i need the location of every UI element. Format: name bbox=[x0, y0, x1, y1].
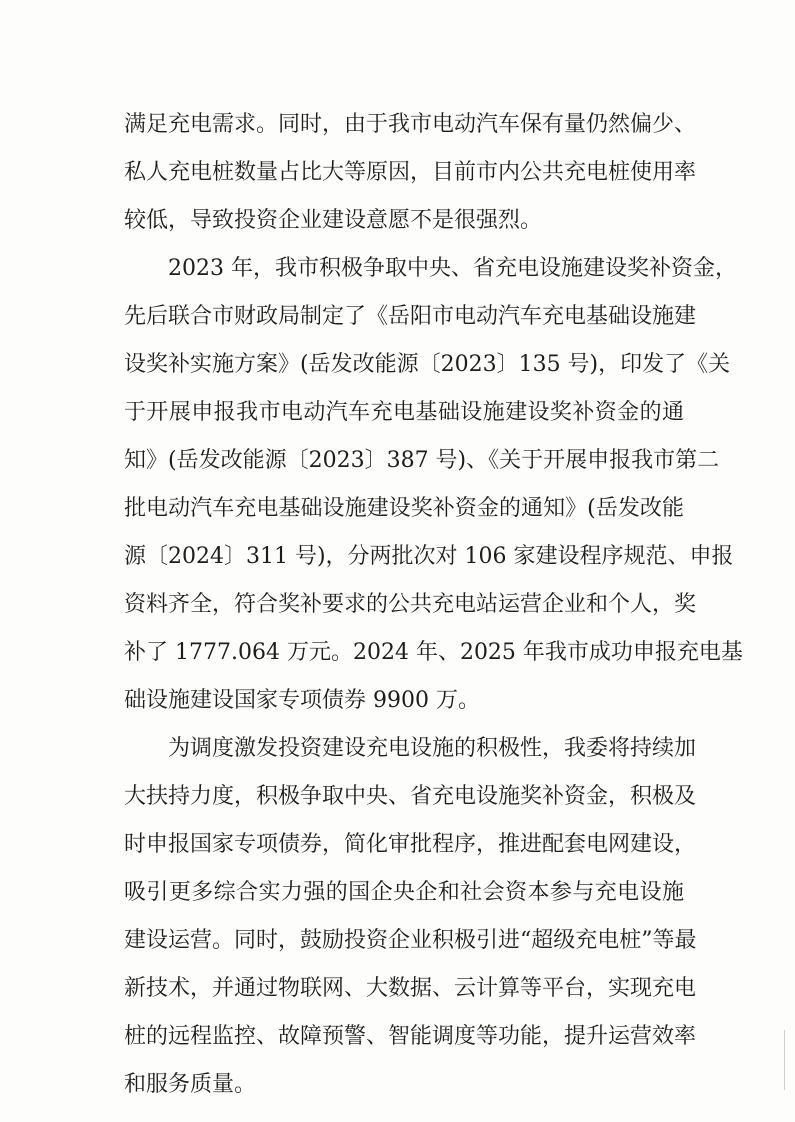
paragraph-3-line-3: 时申报国家专项债券，简化审批程序，推进配套电网建设， bbox=[124, 832, 697, 857]
paragraph-2-line-10: 础设施建设国家专项债券 9900 万。 bbox=[124, 688, 480, 713]
paragraph-2-line-7: 源〔2024〕311 号)，分两批次对 106 家建设程序规范、申报 bbox=[124, 544, 734, 569]
paragraph-3-line-5: 建设运营。同时，鼓励投资企业积极引进“超级充电桩”等最 bbox=[124, 928, 697, 953]
paragraph-2-line-2: 先后联合市财政局制定了《岳阳市电动汽车充电基础设施建 bbox=[124, 304, 697, 329]
paragraph-3-line-1: 为调度激发投资建设充电设施的积极性，我委将持续加 bbox=[168, 736, 697, 761]
paragraph-1-line-3: 较低，导致投资企业建设意愿不是很强烈。 bbox=[124, 208, 543, 233]
paragraph-2-line-6: 批电动汽车充电基础设施建设奖补资金的通知》(岳发改能 bbox=[124, 496, 684, 521]
scan-artifact bbox=[784, 1030, 785, 1090]
paragraph-3-line-2: 大扶持力度，积极争取中央、省充电设施奖补资金，积极及 bbox=[124, 784, 697, 809]
paragraph-2-line-8: 资料齐全，符合奖补要求的公共充电站运营企业和个人，奖 bbox=[124, 592, 697, 617]
paragraph-3-line-6: 新技术，并通过物联网、大数据、云计算等平台，实现充电 bbox=[124, 976, 697, 1001]
paragraph-1-line-1: 满足充电需求。同时，由于我市电动汽车保有量仍然偏少、 bbox=[124, 112, 697, 137]
paragraph-1-line-2: 私人充电桩数量占比大等原因，目前市内公共充电桩使用率 bbox=[124, 160, 697, 185]
paragraph-2-line-4: 于开展申报我市电动汽车充电基础设施建设奖补资金的通 bbox=[124, 400, 684, 425]
paragraph-2-line-5: 知》(岳发改能源〔2023〕387 号)、《关于开展申报我市第二 bbox=[124, 448, 720, 473]
paragraph-2-line-9: 补了 1777.064 万元。2024 年、2025 年我市成功申报充电基 bbox=[124, 640, 743, 665]
paragraph-3-line-7: 桩的远程监控、故障预警、智能调度等功能，提升运营效率 bbox=[124, 1024, 697, 1049]
paragraph-3-line-8: 和服务质量。 bbox=[124, 1072, 257, 1097]
paragraph-2-line-1: 2023 年，我市积极争取中央、省充电设施建设奖补资金， bbox=[168, 256, 737, 281]
paragraph-2-line-3: 设奖补实施方案》(岳发改能源〔2023〕135 号)，印发了《关 bbox=[124, 352, 731, 377]
paragraph-3-line-4: 吸引更多综合实力强的国企央企和社会资本参与充电设施 bbox=[124, 880, 684, 905]
